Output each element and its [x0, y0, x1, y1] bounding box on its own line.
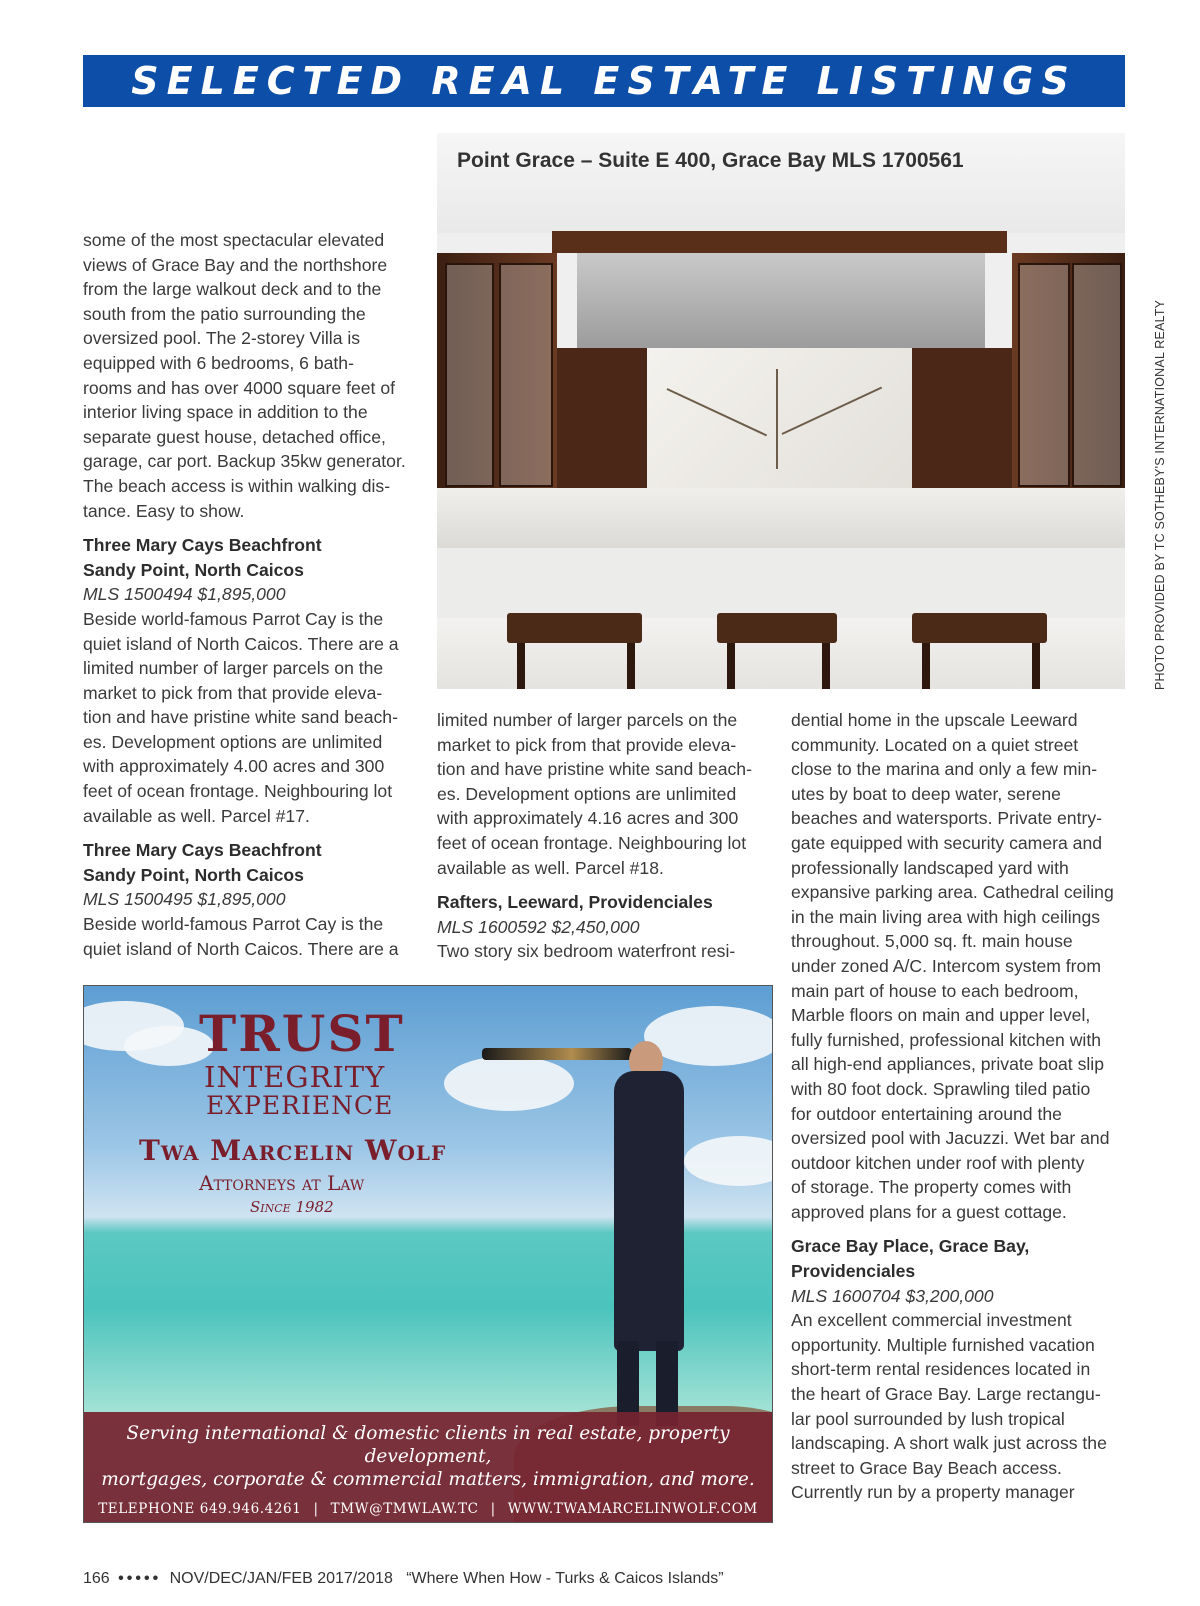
ad-contact-strip — [84, 1412, 772, 1522]
text-line: available as well. Parcel #17. — [83, 805, 310, 826]
ad-website: WWW.TWAMARCELINWOLF.COM — [507, 1501, 758, 1517]
text-line: tion and have pristine white sand beach- — [83, 707, 398, 728]
listing-title: Three Mary Cays Beachfront — [83, 535, 322, 556]
column-1 — [83, 228, 428, 961]
text-line: gate equipped with security camera and — [791, 832, 1103, 853]
text-line: views of Grace Bay and the northshore — [83, 254, 388, 275]
text-line: with approximately 4.00 acres and 300 — [83, 756, 385, 777]
ad-tagline — [84, 1422, 772, 1491]
cabinet-frame — [552, 231, 1007, 253]
text-line: all high-end appliances, private boat slip — [791, 1054, 1104, 1075]
text-line: feet of ocean frontage. Neighbouring lot — [437, 832, 747, 853]
marble-counter — [437, 488, 1125, 548]
text-line: es. Development options are unlimited — [437, 783, 737, 804]
text-line: with 80 foot dock. Sprawling tiled patio — [791, 1078, 1091, 1099]
glass-door — [445, 263, 494, 487]
column-2 — [437, 708, 777, 964]
glass-door — [1072, 263, 1122, 487]
ad-contact — [84, 1501, 772, 1517]
cloud — [644, 1006, 773, 1066]
law-firm-advertisement — [83, 985, 773, 1523]
stool-leg — [1032, 643, 1040, 689]
cloud — [684, 1136, 773, 1186]
text-line: rooms and has over 4000 square feet of — [83, 377, 395, 398]
text-line: limited number of larger parcels on the — [437, 710, 738, 730]
text-line: oversized pool. The 2-storey Villa is — [83, 328, 361, 349]
listing-location: Sandy Point, North Caicos — [83, 559, 304, 580]
spice-shelf — [912, 348, 1012, 488]
marble-vein — [667, 388, 768, 436]
publication-name: “Where When How - Turks & Caicos Islands” — [406, 1570, 724, 1587]
stool-leg — [727, 643, 735, 689]
text-line: professionally landscaped yard with — [791, 857, 1069, 878]
text-line: community. Located on a quiet street — [791, 734, 1079, 755]
stool-leg — [627, 643, 635, 689]
kitchen-island — [437, 548, 1125, 618]
text-line: limited number of larger parcels on the — [83, 658, 384, 679]
cloud — [444, 1056, 574, 1111]
footer-dots: ••••• — [118, 1570, 162, 1587]
listing-mls-price: MLS 1600704 $3,200,000 — [791, 1285, 994, 1306]
listing-title: Grace Bay Place, Grace Bay, — [791, 1236, 1030, 1257]
listing-title: Rafters, Leeward, Providenciales — [437, 892, 713, 913]
kitchen-photo — [437, 133, 1125, 689]
text-line: short-term rental residences located in — [791, 1359, 1091, 1380]
text-line: street to Grace Bay Beach access. — [791, 1457, 1062, 1478]
text-line: for outdoor entertaining around the — [791, 1103, 1062, 1124]
listing-location: Sandy Point, North Caicos — [83, 864, 304, 885]
text-line: in the main living area with high ceilings — [791, 906, 1101, 927]
text-line: with approximately 4.16 acres and 300 — [437, 808, 739, 829]
text-line: main part of house to each bedroom, — [791, 980, 1079, 1001]
text-line: outdoor kitchen under roof with plenty — [791, 1152, 1085, 1173]
marble-vein — [782, 387, 883, 435]
bar-stool — [912, 613, 1047, 643]
text-line: under zoned A/C. Intercom system from — [791, 955, 1101, 976]
text-line: utes by boat to deep water, serene — [791, 783, 1061, 804]
stool-leg — [517, 643, 525, 689]
text-line: expansive parking area. Cathedral ceiling — [791, 882, 1114, 903]
ad-headline-integrity: INTEGRITY — [204, 1060, 386, 1094]
text-line: Beside world-famous Parrot Cay is the — [83, 914, 384, 935]
ad-email: TMW@TMWLAW.TC — [330, 1501, 479, 1517]
text-line: opportunity. Multiple furnished vacation — [791, 1334, 1095, 1355]
text-line: lar pool surrounded by lush tropical — [791, 1408, 1065, 1429]
text-line: garage, car port. Backup 35kw generator. — [83, 451, 406, 472]
cabinet-left — [437, 253, 557, 513]
text-line: tance. Easy to show. — [83, 500, 245, 521]
text-line: The beach access is within walking dis- — [83, 475, 391, 496]
glass-door — [1018, 263, 1070, 487]
text-line: quiet island of North Caicos. There are a — [83, 633, 399, 654]
ad-headline-experience: EXPERIENCE — [206, 1091, 394, 1120]
text-line: south from the patio surrounding the — [83, 303, 366, 324]
listing-grace-bay-place — [791, 1234, 1131, 1505]
text-line: es. Development options are unlimited — [83, 731, 383, 752]
section-title: SELECTED REAL ESTATE LISTINGS — [131, 59, 1077, 103]
cabinet-right — [1012, 253, 1125, 513]
text-line: Currently run by a property manager — [791, 1482, 1075, 1503]
text-line: close to the marina and only a few min- — [791, 759, 1098, 780]
text-line: feet of ocean frontage. Neighbouring lot — [83, 781, 393, 802]
range-hood — [577, 253, 985, 348]
text-line: from the large walkout deck and to the — [83, 279, 382, 300]
listing-location: Providenciales — [791, 1261, 916, 1282]
ad-telephone: TELEPHONE 649.946.4261 — [98, 1501, 302, 1517]
text-line: some of the most spectacular elevated — [83, 230, 385, 250]
text-line: the heart of Grace Bay. Large rectangu- — [791, 1384, 1101, 1405]
issue-date: NOV/DEC/JAN/FEB 2017/2018 — [169, 1570, 393, 1587]
listing-three-mary-cays-18 — [83, 838, 428, 961]
text-line: separate guest house, detached office, — [83, 426, 386, 447]
text-line: available as well. Parcel #18. — [437, 857, 664, 878]
photo-credit: PHOTO PROVIDED BY TC SOTHEBY'S INTERNATIONAL REALTY — [1153, 299, 1167, 690]
text-line: landscaping. A short walk just across the — [791, 1433, 1107, 1454]
man-figure — [614, 1071, 684, 1351]
text-line: Beside world-famous Parrot Cay is the — [83, 608, 384, 629]
text-line: throughout. 5,000 sq. ft. main house — [791, 931, 1073, 952]
listing-rafters — [437, 890, 777, 964]
stool-leg — [922, 643, 930, 689]
photo-caption: Point Grace – Suite E 400, Grace Bay MLS 1700561 — [457, 149, 964, 172]
page-footer — [83, 1570, 724, 1588]
text-line: market to pick from that provide eleva- — [83, 682, 383, 703]
intro-text — [83, 228, 428, 523]
text-line: An excellent commercial investment — [791, 1310, 1072, 1331]
text-line: market to pick from that provide eleva- — [437, 734, 737, 755]
text-line: Two story six bedroom waterfront resi- — [437, 941, 736, 962]
text-line: oversized pool with Jacuzzi. Wet bar and — [791, 1128, 1110, 1149]
separator: | — [313, 1501, 319, 1517]
marble-backsplash — [647, 348, 912, 488]
text-line: fully furnished, professional kitchen with — [791, 1029, 1102, 1050]
firm-since: Since 1982 — [250, 1198, 334, 1216]
marble-vein — [776, 369, 778, 469]
ad-headline-trust: TRUST — [199, 1004, 405, 1063]
column-3 — [791, 708, 1131, 1505]
listing-mls-price: MLS 1500495 $1,895,000 — [83, 889, 286, 910]
text-line: equipped with 6 bedrooms, 6 bath- — [83, 352, 354, 373]
text-line: of storage. The property comes with — [791, 1177, 1072, 1198]
listing-mls-price: MLS 1600592 $2,450,000 — [437, 916, 640, 937]
text-line: approved plans for a guest cottage. — [791, 1201, 1067, 1222]
firm-descriptor: Attorneys at Law — [199, 1171, 365, 1195]
page-number: 166 — [83, 1570, 110, 1587]
section-banner — [83, 55, 1125, 107]
separator: | — [490, 1501, 496, 1517]
listing-three-mary-cays-17 — [83, 533, 428, 828]
text-line: tion and have pristine white sand beach- — [437, 759, 752, 780]
text-line: quiet island of North Caicos. There are a — [83, 938, 399, 959]
telescope-icon — [482, 1048, 632, 1060]
text-line: beaches and watersports. Private entry- — [791, 808, 1102, 829]
text-line: dential home in the upscale Leeward — [791, 710, 1078, 730]
stool-leg — [822, 643, 830, 689]
listing-mls-price: MLS 1500494 $1,895,000 — [83, 584, 286, 605]
bar-stool — [717, 613, 837, 643]
bar-stool — [507, 613, 642, 643]
photo-ceiling — [437, 133, 1125, 233]
ad-tagline-line: mortgages, corporate & commercial matters, immigration, and more. — [101, 1469, 755, 1490]
text-line: interior living space in addition to the — [83, 402, 368, 423]
firm-name: Twa Marcelin Wolf — [139, 1134, 447, 1167]
spice-shelf — [557, 348, 647, 488]
ad-tagline-line: Serving international & domestic clients in real estate, property development, — [126, 1423, 730, 1467]
glass-door — [499, 263, 553, 487]
text-line: Marble floors on main and upper level, — [791, 1005, 1091, 1026]
listing-title: Three Mary Cays Beachfront — [83, 840, 322, 861]
